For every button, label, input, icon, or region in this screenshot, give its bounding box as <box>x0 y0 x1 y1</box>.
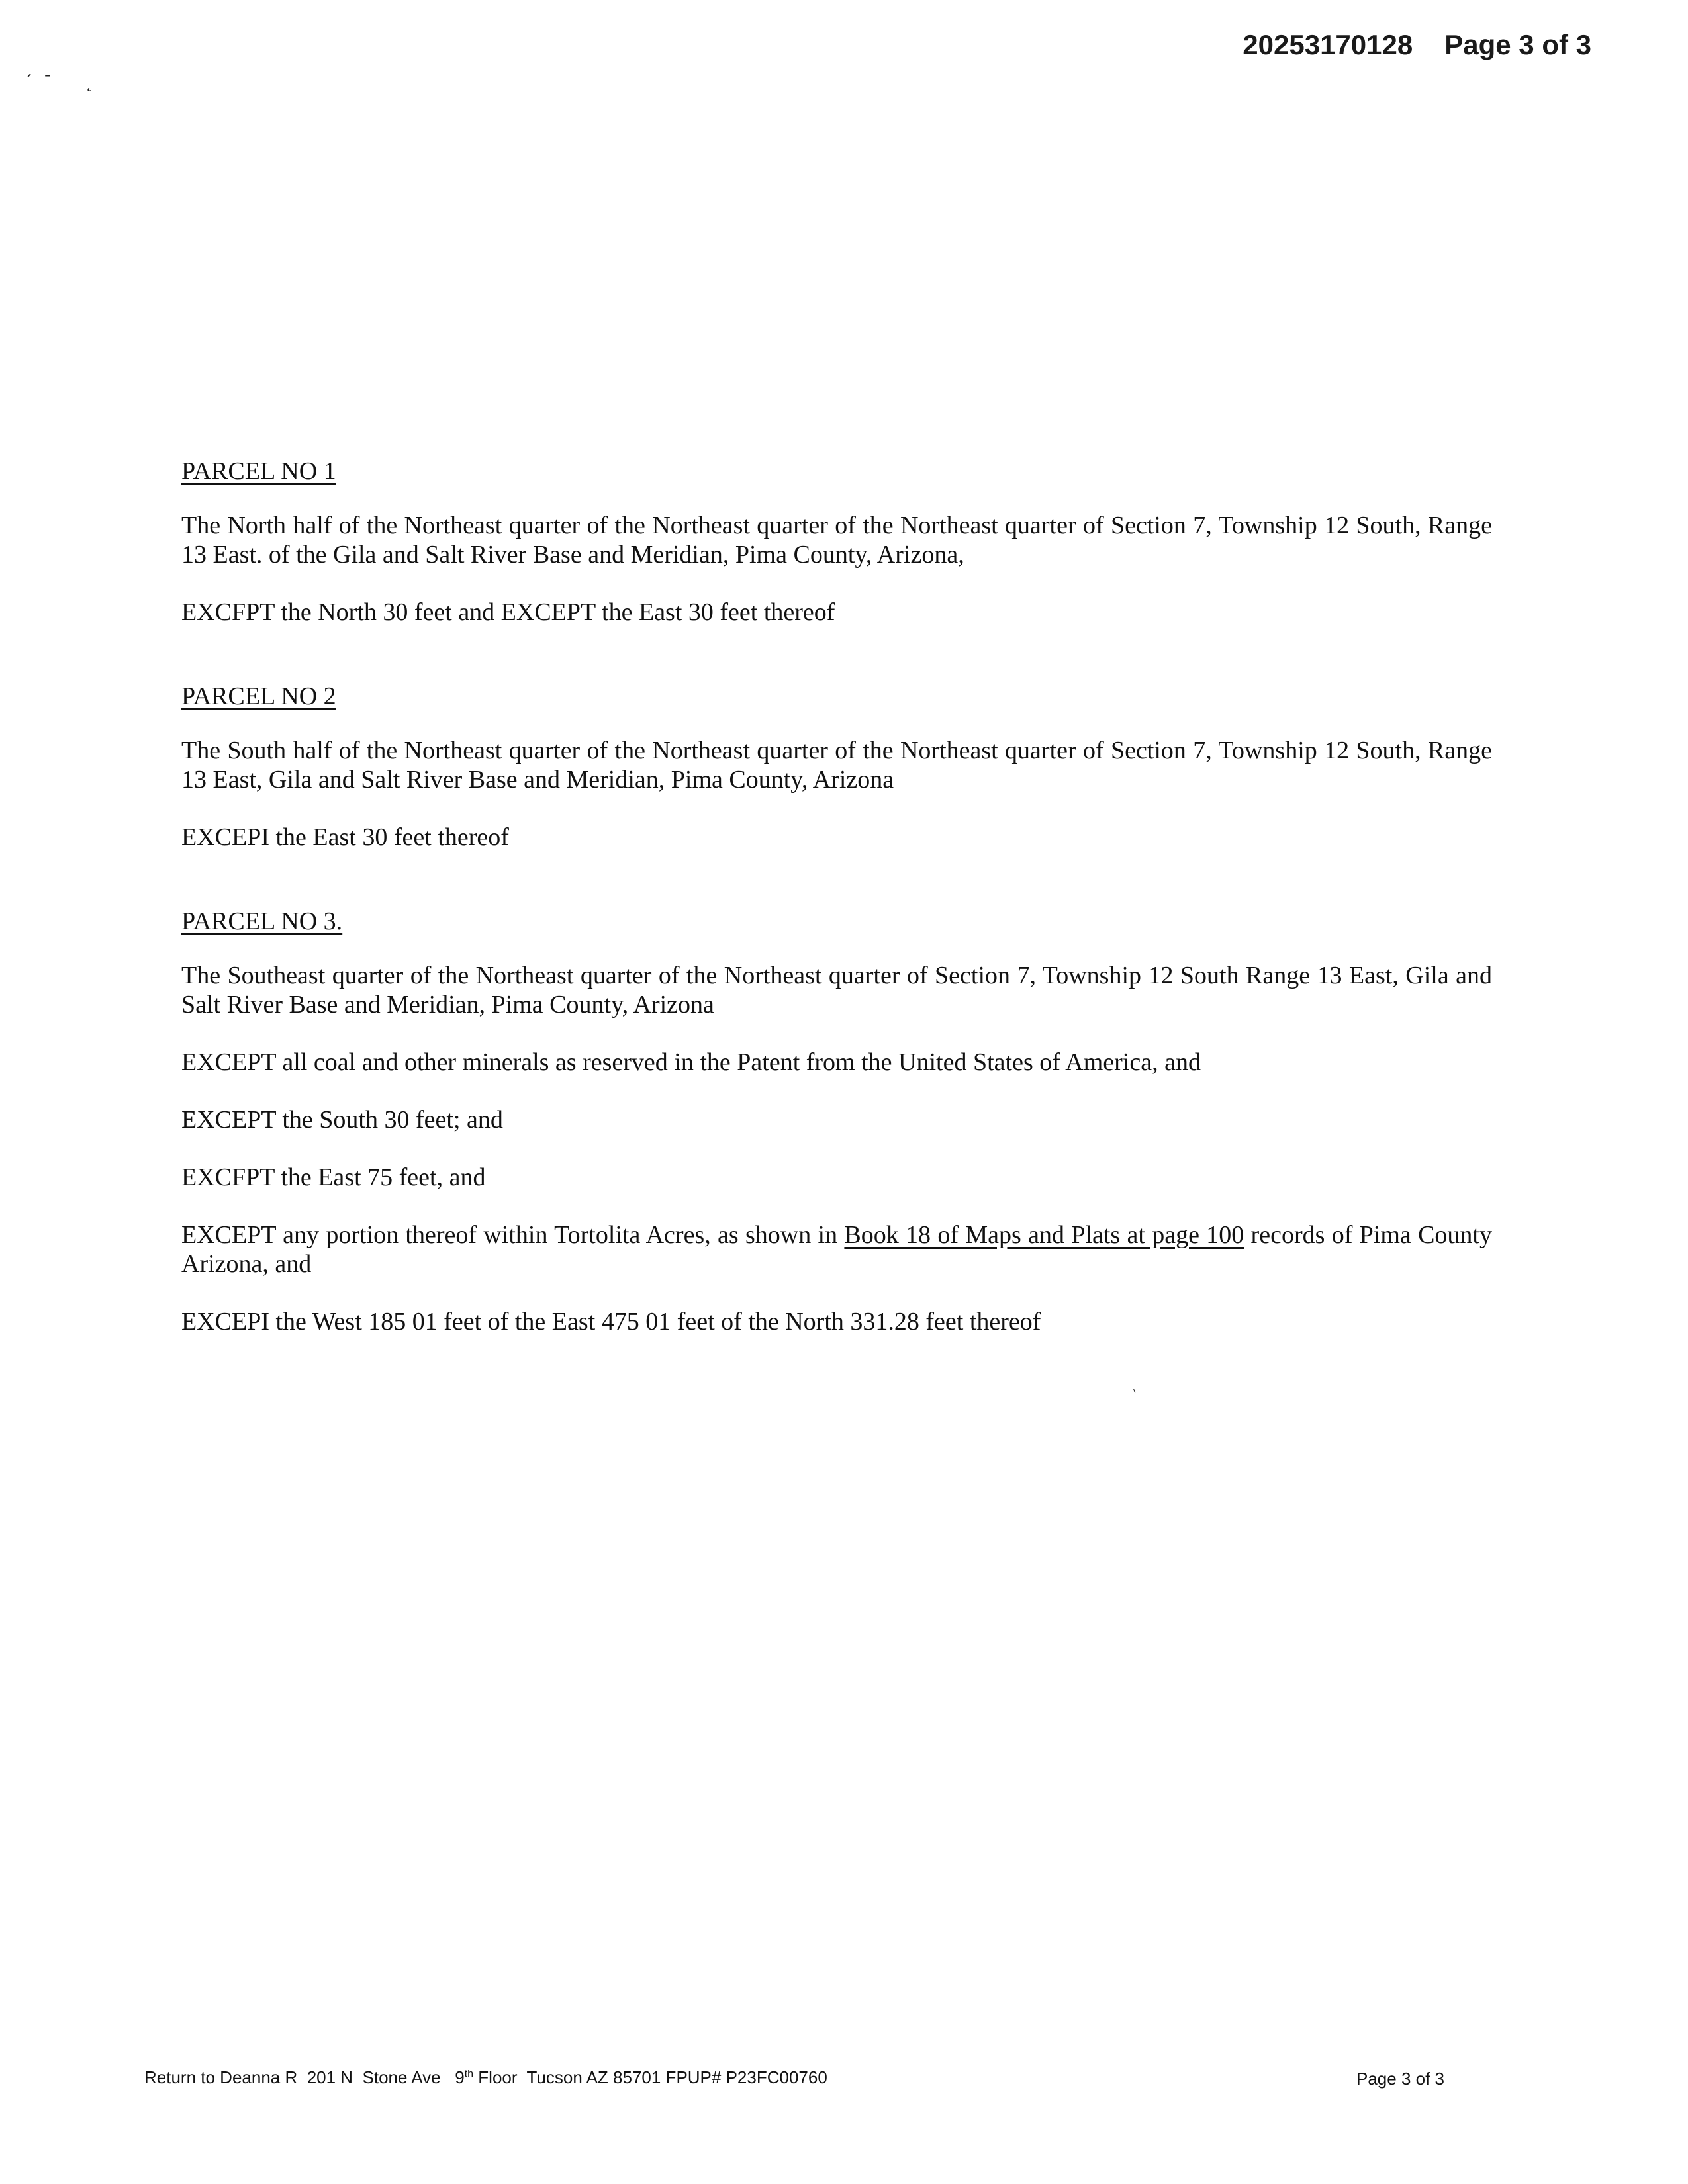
exception-text: EXCEPT any portion thereof within Tortolita Acres, as shown in <box>181 1221 845 1249</box>
parcel-2 <box>181 682 1492 852</box>
legal-description <box>181 457 1492 1365</box>
parcel-exception: EXCEPT the South 30 feet; and <box>181 1106 503 1134</box>
parcel-exception-book-reference <box>181 1220 1492 1279</box>
parcel-exception: EXCFPT the North 30 feet and EXCEPT the East 30 feet thereof <box>181 598 835 626</box>
parcel-heading: PARCEL NO 2 <box>181 682 336 710</box>
parcel-3 <box>181 907 1492 1336</box>
parcel-description: The North half of the Northeast quarter of the Northeast quarter of the Northeast quarter of Section 7, Township 12 South, Range 13 East. of the Gila and Salt River Base and Meridian, Pima County, Arizona, <box>181 512 1492 569</box>
parcel-exception: EXCEPI the West 185 01 feet of the East 475 01 feet of the North 331.28 feet thereof <box>181 1308 1041 1336</box>
return-address-text: Floor Tucson AZ 85701 FPUP# P23FC00760 <box>473 2068 827 2087</box>
parcel-description: The Southeast quarter of the Northeast quarter of the Northeast quarter of Section 7, Township 12 South Range 13 East, Gila and Salt River Base and Meridian, Pima County, Arizona <box>181 962 1492 1019</box>
parcel-heading: PARCEL NO 3. <box>181 907 343 935</box>
footer-page-label: Page 3 of 3 <box>1356 2069 1444 2089</box>
parcel-exception: EXCEPI the East 30 feet thereof <box>181 823 509 851</box>
header-page-label: Page 3 of 3 <box>1444 29 1591 60</box>
scan-mark: ˋ <box>1127 1387 1139 1406</box>
exception-text: records of Pima County Arizona, and <box>181 1221 1492 1278</box>
parcel-1 <box>181 457 1492 627</box>
scan-specks: ˊ ˉ ˛ <box>24 73 94 93</box>
ordinal-suffix: th <box>464 2068 474 2080</box>
parcel-heading: PARCEL NO 1 <box>181 457 336 485</box>
parcel-exception: EXCEPT all coal and other minerals as reserved in the Patent from the United States of America, and <box>181 1048 1201 1076</box>
parcel-exception: EXCFPT the East 75 feet, and <box>181 1163 486 1191</box>
document-number: 20253170128 <box>1243 29 1413 60</box>
parcel-description: The South half of the Northeast quarter of the Northeast quarter of the Northeast quarter of Section 7, Township 12 South, Range 13 East, Gila and Salt River Base and Meridian, Pima County, Arizona <box>181 737 1492 794</box>
plat-book-reference: Book 18 of Maps and Plats at page 100 <box>844 1221 1244 1249</box>
return-address-text: Return to Deanna R 201 N Stone Ave 9 <box>144 2068 465 2087</box>
recording-header <box>1243 29 1591 61</box>
return-address-footer <box>144 2068 827 2088</box>
